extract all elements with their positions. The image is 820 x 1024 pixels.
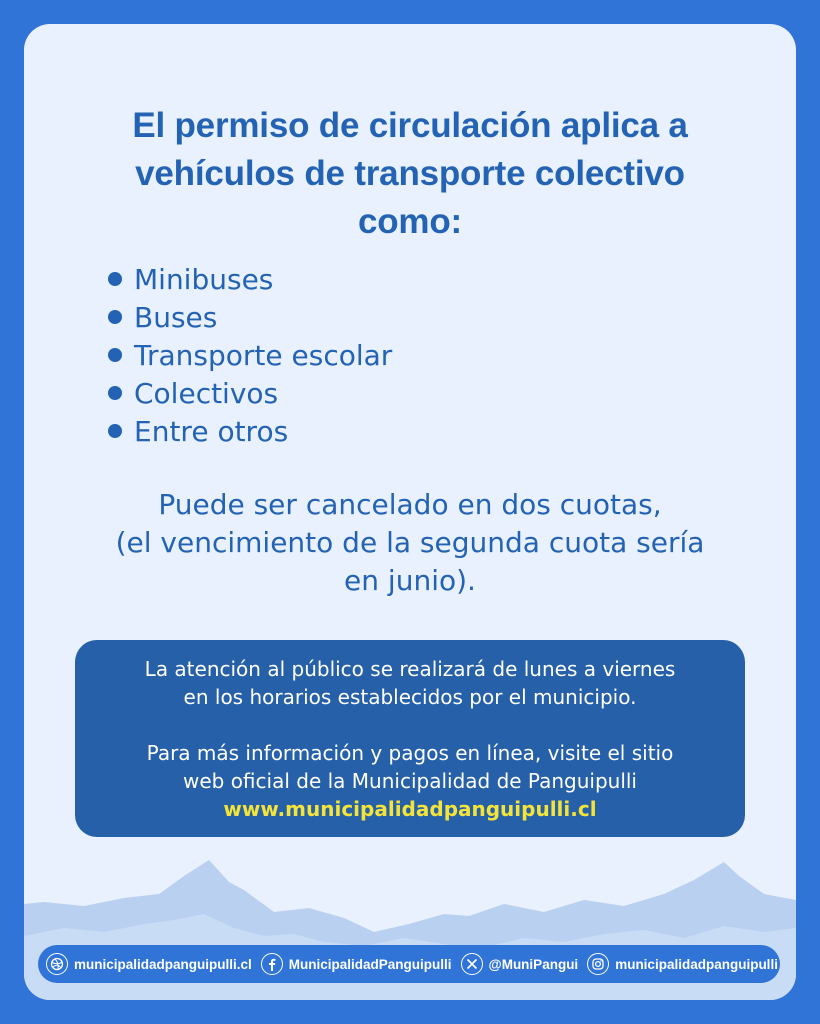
instagram-label: municipalidadpanguipulli: [615, 956, 778, 972]
info-line-3: Para más información y pagos en línea, visite el sitio: [146, 741, 674, 765]
vehicle-label: Transporte escolar: [134, 338, 393, 372]
bullet-icon: [108, 424, 122, 438]
social-x[interactable]: [461, 953, 579, 975]
globe-icon: [46, 953, 68, 975]
list-item: [108, 412, 392, 450]
payment-line-2: (el vencimiento de la segunda cuota sería: [115, 526, 705, 559]
info-line-1: La atención al público se realizará de lunes a viernes: [144, 657, 676, 681]
headline-line-1: El permiso de circulación aplica a: [132, 106, 688, 145]
headline-line-3: como:: [357, 202, 462, 241]
vehicle-label: Colectivos: [134, 376, 279, 410]
facebook-icon: [261, 953, 283, 975]
vehicle-label: Minibuses: [134, 262, 274, 296]
web-label: municipalidadpanguipulli.cl: [74, 956, 252, 972]
bullet-icon: [108, 272, 122, 286]
social-instagram[interactable]: [587, 953, 778, 975]
poster-card: [24, 24, 796, 1000]
list-item: [108, 298, 392, 336]
list-item: [108, 336, 392, 374]
info-box: [75, 640, 745, 837]
headline: [64, 102, 756, 246]
headline-line-2: vehículos de transporte colectivo: [135, 154, 685, 193]
social-facebook[interactable]: [261, 953, 452, 975]
bullet-icon: [108, 348, 122, 362]
facebook-label: MunicipalidadPanguipulli: [288, 956, 452, 972]
bullet-icon: [108, 386, 122, 400]
info-spacer: [75, 711, 745, 739]
x-label: @MuniPangui: [488, 956, 579, 972]
vehicle-label: Entre otros: [134, 414, 289, 448]
vehicle-list: [108, 260, 392, 450]
vehicle-label: Buses: [134, 300, 218, 334]
payment-line-3: en junio).: [344, 564, 476, 597]
list-item: [108, 260, 392, 298]
website-link[interactable]: www.municipalidadpanguipulli.cl: [223, 797, 597, 821]
payment-note: [54, 486, 766, 600]
bullet-icon: [108, 310, 122, 324]
instagram-icon: [587, 953, 609, 975]
social-web[interactable]: [46, 953, 252, 975]
info-line-4: web oficial de la Municipalidad de Panguipulli: [182, 769, 637, 793]
x-icon: [461, 953, 483, 975]
social-footer: [38, 945, 780, 983]
list-item: [108, 374, 392, 412]
payment-line-1: Puede ser cancelado en dos cuotas,: [158, 488, 662, 521]
info-line-2: en los horarios establecidos por el municipio.: [183, 685, 637, 709]
